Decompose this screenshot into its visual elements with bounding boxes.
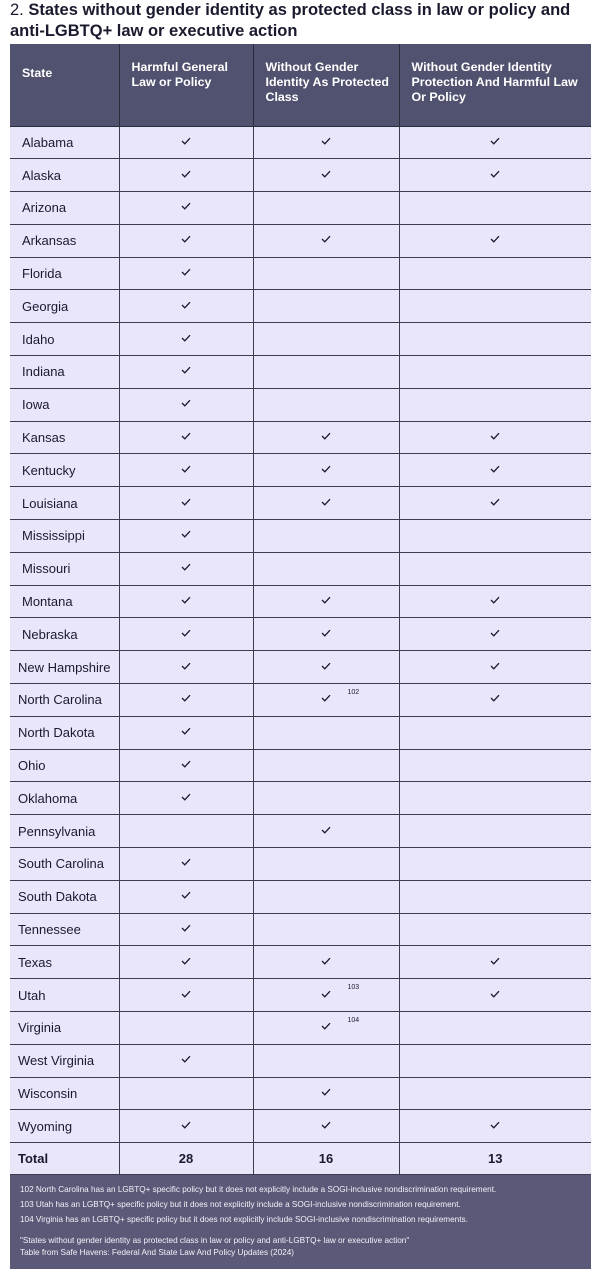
total-both: 13	[399, 1143, 591, 1175]
cell-both	[399, 323, 591, 356]
footnote-marker: 104	[347, 1017, 360, 1025]
cell-both	[399, 290, 591, 323]
table-body	[10, 126, 591, 1175]
cell-harmful	[119, 290, 253, 323]
check-icon	[181, 463, 191, 478]
cell-without-gi	[253, 192, 399, 225]
check-icon	[490, 463, 500, 478]
check-icon	[321, 1086, 331, 1101]
cell-harmful	[119, 552, 253, 585]
cell-harmful	[119, 913, 253, 946]
state-name: Nebraska	[10, 618, 119, 651]
check-icon	[321, 168, 331, 183]
cell-harmful	[119, 880, 253, 913]
table-row	[10, 880, 591, 913]
cell-both	[399, 782, 591, 815]
cell-without-gi	[253, 913, 399, 946]
table-row	[10, 126, 591, 159]
cell-both	[399, 356, 591, 389]
cell-harmful	[119, 585, 253, 618]
title-text: States without gender identity as protected class in law or policy and anti-LGBTQ+ law or executive action	[10, 1, 571, 40]
cell-without-gi	[253, 552, 399, 585]
cell-without-gi	[253, 126, 399, 159]
state-name: Wyoming	[10, 1110, 119, 1143]
cell-both	[399, 848, 591, 881]
cell-without-gi	[253, 684, 399, 717]
check-icon	[321, 627, 331, 642]
source-title: "States without gender identity as protected class in law or policy and anti-LGBTQ+ law or executive action"	[20, 1236, 410, 1246]
check-icon	[321, 1020, 331, 1035]
check-icon	[181, 988, 191, 1003]
cell-without-gi	[253, 388, 399, 421]
check-icon	[321, 135, 331, 150]
state-name: Tennessee	[10, 913, 119, 946]
check-icon	[490, 168, 500, 183]
table-row	[10, 1044, 591, 1077]
check-icon	[181, 528, 191, 543]
cell-both	[399, 651, 591, 684]
table-row	[10, 1110, 591, 1143]
state-name: Pennsylvania	[10, 815, 119, 848]
table-row	[10, 749, 591, 782]
table-row	[10, 388, 591, 421]
cell-harmful	[119, 848, 253, 881]
table-row	[10, 684, 591, 717]
cell-without-gi	[253, 520, 399, 553]
check-icon	[321, 594, 331, 609]
state-name: West Virginia	[10, 1044, 119, 1077]
cell-both	[399, 913, 591, 946]
cell-without-gi	[253, 618, 399, 651]
check-icon	[181, 1053, 191, 1068]
table-row	[10, 192, 591, 225]
check-icon	[490, 627, 500, 642]
cell-both	[399, 487, 591, 520]
cell-both	[399, 192, 591, 225]
cell-harmful	[119, 1012, 253, 1045]
state-name: Georgia	[10, 290, 119, 323]
total-without-gi: 16	[253, 1143, 399, 1175]
cell-both	[399, 716, 591, 749]
state-name: Texas	[10, 946, 119, 979]
state-name: Montana	[10, 585, 119, 618]
header-state: State	[10, 44, 119, 126]
check-icon	[321, 430, 331, 445]
cell-without-gi	[253, 1077, 399, 1110]
cell-both	[399, 454, 591, 487]
state-name: Virginia	[10, 1012, 119, 1045]
check-icon	[181, 922, 191, 937]
state-name: Ohio	[10, 749, 119, 782]
header-harmful-law: Harmful General Law or Policy	[119, 44, 253, 126]
cell-without-gi	[253, 257, 399, 290]
check-icon	[181, 233, 191, 248]
table-row	[10, 224, 591, 257]
state-name: Idaho	[10, 323, 119, 356]
table-row	[10, 782, 591, 815]
cell-both	[399, 1012, 591, 1045]
cell-harmful	[119, 159, 253, 192]
table-row	[10, 618, 591, 651]
cell-without-gi	[253, 454, 399, 487]
cell-both	[399, 684, 591, 717]
cell-both	[399, 815, 591, 848]
cell-both	[399, 159, 591, 192]
state-name: Kansas	[10, 421, 119, 454]
cell-without-gi	[253, 946, 399, 979]
cell-both	[399, 388, 591, 421]
cell-without-gi	[253, 749, 399, 782]
check-icon	[490, 660, 500, 675]
cell-harmful	[119, 946, 253, 979]
check-icon	[490, 988, 500, 1003]
state-name: South Dakota	[10, 880, 119, 913]
check-icon	[181, 561, 191, 576]
title-number: 2.	[10, 1, 24, 19]
cell-without-gi	[253, 815, 399, 848]
cell-without-gi	[253, 1044, 399, 1077]
header-without-protection-and-harmful: Without Gender Identity Protection And Harmful Law Or Policy	[399, 44, 591, 126]
cell-harmful	[119, 454, 253, 487]
state-name: Oklahoma	[10, 782, 119, 815]
cell-harmful	[119, 618, 253, 651]
check-icon	[321, 988, 331, 1003]
check-icon	[321, 692, 331, 707]
state-name: Missouri	[10, 552, 119, 585]
check-icon	[181, 955, 191, 970]
total-row	[10, 1143, 591, 1175]
cell-both	[399, 1077, 591, 1110]
table-row	[10, 421, 591, 454]
check-icon	[490, 496, 500, 511]
cell-harmful	[119, 1110, 253, 1143]
check-icon	[321, 955, 331, 970]
cell-harmful	[119, 749, 253, 782]
cell-without-gi	[253, 848, 399, 881]
table-row	[10, 323, 591, 356]
cell-both	[399, 585, 591, 618]
check-icon	[321, 660, 331, 675]
cell-harmful	[119, 684, 253, 717]
table-row	[10, 356, 591, 389]
footnote-104: 104 Virginia has an LGBTQ+ specific policy but it does not explicitly include SOGI-inclusive nondiscrimination requirements.	[20, 1215, 468, 1225]
state-name: North Carolina	[10, 684, 119, 717]
check-icon	[490, 233, 500, 248]
check-icon	[321, 1119, 331, 1134]
state-name: Louisiana	[10, 487, 119, 520]
source-reference: Table from Safe Havens: Federal And State Law And Policy Updates (2024)	[20, 1248, 294, 1258]
check-icon	[181, 266, 191, 281]
footnote-103: 103 Utah has an LGBTQ+ specific policy but it does not explicitly include a SOGI-inclusive nondiscrimination requirement.	[20, 1200, 461, 1210]
cell-both	[399, 421, 591, 454]
check-icon	[181, 299, 191, 314]
check-icon	[181, 332, 191, 347]
source-citation	[20, 1235, 579, 1259]
cell-harmful	[119, 716, 253, 749]
check-icon	[181, 430, 191, 445]
state-name: South Carolina	[10, 848, 119, 881]
state-name: Arkansas	[10, 224, 119, 257]
check-icon	[181, 758, 191, 773]
check-icon	[181, 168, 191, 183]
cell-harmful	[119, 487, 253, 520]
cell-both	[399, 1110, 591, 1143]
cell-without-gi	[253, 487, 399, 520]
check-icon	[181, 627, 191, 642]
state-name: Florida	[10, 257, 119, 290]
cell-both	[399, 257, 591, 290]
total-harmful: 28	[119, 1143, 253, 1175]
check-icon	[181, 889, 191, 904]
cell-harmful	[119, 520, 253, 553]
cell-both	[399, 224, 591, 257]
check-icon	[181, 856, 191, 871]
check-icon	[181, 1119, 191, 1134]
cell-both	[399, 880, 591, 913]
check-icon	[181, 725, 191, 740]
table-row	[10, 159, 591, 192]
table-row	[10, 1077, 591, 1110]
cell-without-gi	[253, 585, 399, 618]
cell-harmful	[119, 651, 253, 684]
state-name: Indiana	[10, 356, 119, 389]
states-table	[10, 44, 591, 1175]
cell-without-gi	[253, 421, 399, 454]
state-name: Iowa	[10, 388, 119, 421]
state-name: Utah	[10, 979, 119, 1012]
cell-without-gi	[253, 979, 399, 1012]
check-icon	[490, 955, 500, 970]
cell-both	[399, 552, 591, 585]
cell-both	[399, 618, 591, 651]
state-name: Kentucky	[10, 454, 119, 487]
cell-both	[399, 946, 591, 979]
cell-harmful	[119, 257, 253, 290]
state-name: New Hampshire	[10, 651, 119, 684]
check-icon	[321, 496, 331, 511]
cell-harmful	[119, 1044, 253, 1077]
check-icon	[181, 791, 191, 806]
state-name: Alabama	[10, 126, 119, 159]
check-icon	[181, 692, 191, 707]
check-icon	[321, 233, 331, 248]
cell-without-gi	[253, 224, 399, 257]
header-row	[10, 44, 591, 126]
table-row	[10, 979, 591, 1012]
check-icon	[181, 594, 191, 609]
table-row	[10, 913, 591, 946]
total-label: Total	[10, 1143, 119, 1175]
table-row	[10, 520, 591, 553]
check-icon	[181, 496, 191, 511]
cell-without-gi	[253, 159, 399, 192]
cell-both	[399, 749, 591, 782]
states-table-container	[10, 44, 591, 1269]
table-row	[10, 552, 591, 585]
check-icon	[181, 660, 191, 675]
cell-without-gi	[253, 1110, 399, 1143]
footnote-marker: 103	[347, 984, 360, 992]
cell-without-gi	[253, 716, 399, 749]
cell-harmful	[119, 979, 253, 1012]
footnote-marker: 102	[347, 689, 360, 697]
cell-without-gi	[253, 1012, 399, 1045]
table-row	[10, 848, 591, 881]
footnote-102: 102 North Carolina has an LGBTQ+ specific policy but it does not explicitly include a SOGI-inclusive nondiscrimination requirement.	[20, 1185, 497, 1195]
check-icon	[321, 463, 331, 478]
table-row	[10, 651, 591, 684]
state-name: Mississippi	[10, 520, 119, 553]
cell-harmful	[119, 356, 253, 389]
table-row	[10, 257, 591, 290]
table-row	[10, 290, 591, 323]
cell-both	[399, 979, 591, 1012]
footnotes-panel	[10, 1175, 591, 1269]
check-icon	[181, 364, 191, 379]
table-row	[10, 716, 591, 749]
table-row	[10, 487, 591, 520]
cell-harmful	[119, 224, 253, 257]
check-icon	[181, 397, 191, 412]
cell-harmful	[119, 192, 253, 225]
cell-without-gi	[253, 880, 399, 913]
table-row	[10, 454, 591, 487]
cell-harmful	[119, 388, 253, 421]
table-row	[10, 1012, 591, 1045]
state-name: North Dakota	[10, 716, 119, 749]
cell-without-gi	[253, 290, 399, 323]
cell-without-gi	[253, 651, 399, 684]
cell-harmful	[119, 126, 253, 159]
check-icon	[490, 594, 500, 609]
check-icon	[321, 824, 331, 839]
table-row	[10, 815, 591, 848]
table-row	[10, 585, 591, 618]
cell-harmful	[119, 782, 253, 815]
cell-both	[399, 1044, 591, 1077]
cell-harmful	[119, 323, 253, 356]
check-icon	[181, 135, 191, 150]
cell-harmful	[119, 421, 253, 454]
check-icon	[490, 692, 500, 707]
cell-both	[399, 126, 591, 159]
cell-without-gi	[253, 782, 399, 815]
check-icon	[490, 430, 500, 445]
cell-without-gi	[253, 356, 399, 389]
cell-harmful	[119, 815, 253, 848]
table-row	[10, 946, 591, 979]
page-title	[10, 0, 600, 42]
cell-without-gi	[253, 323, 399, 356]
cell-both	[399, 520, 591, 553]
header-without-gender-identity: Without Gender Identity As Protected Class	[253, 44, 399, 126]
state-name: Alaska	[10, 159, 119, 192]
check-icon	[490, 135, 500, 150]
cell-harmful	[119, 1077, 253, 1110]
state-name: Wisconsin	[10, 1077, 119, 1110]
check-icon	[181, 200, 191, 215]
state-name: Arizona	[10, 192, 119, 225]
check-icon	[490, 1119, 500, 1134]
